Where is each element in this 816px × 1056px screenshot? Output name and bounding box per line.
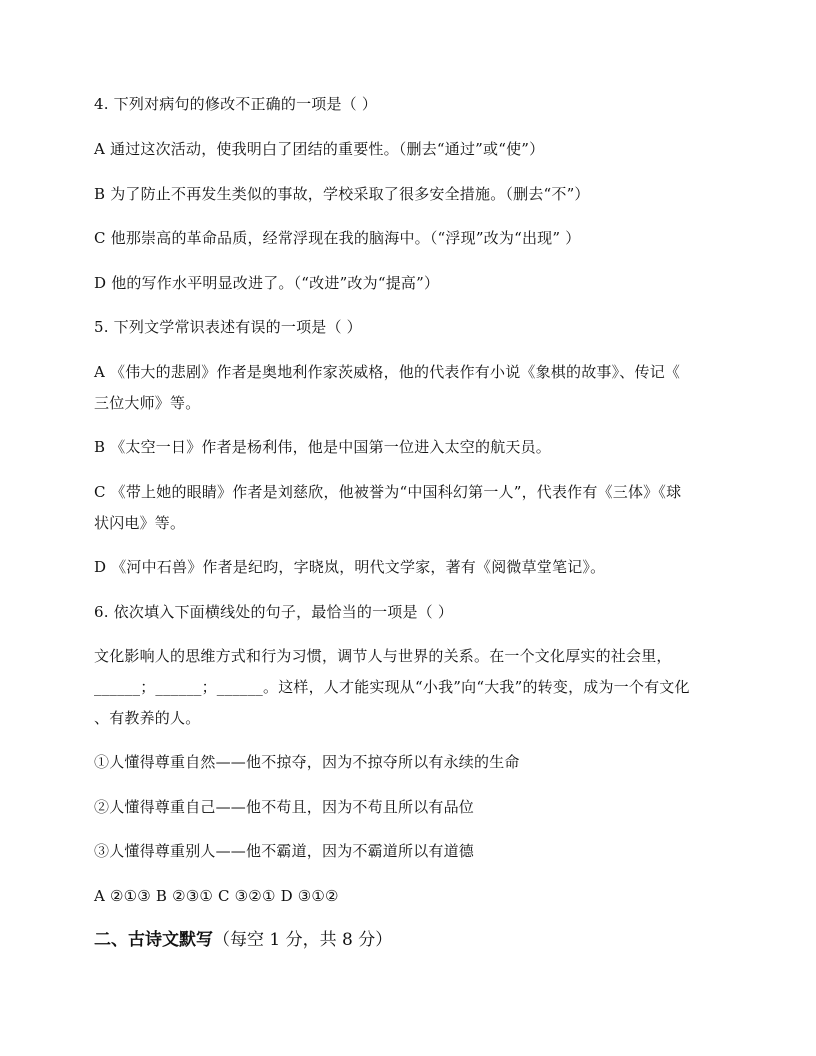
section-2-title: 二、古诗文默写 — [94, 930, 213, 950]
question-6-passage-line1: 文化影响人的思维方式和行为习惯，调节人与世界的关系。在一个文化厚实的社会里， — [94, 647, 672, 665]
question-6-item-1: ①人懂得尊重自然——他不掠夺，因为不掠夺所以有永续的生命 — [94, 753, 520, 771]
question-5-option-a-line1: A 《伟大的悲剧》作者是奥地利作家茨威格，他的代表作有小说《象棋的故事》、传记《 — [94, 363, 681, 381]
question-4-option-a: A 通过这次活动，使我明白了团结的重要性。（删去“通过”或“使”） — [94, 140, 545, 158]
question-4-option-d: D 他的写作水平明显改进了。（“改进”改为“提高”） — [94, 274, 440, 292]
question-6-options: A ②①③ B ②③① C ③②① D ③①② — [94, 887, 339, 905]
question-6-passage-line2: ______；______；______。这样，人才能实现从“小我”向“大我”的转变，成为一个有文化 — [94, 678, 690, 696]
question-6-stem: 6. 依次填入下面横线处的句子，最恰当的一项是（ ） — [94, 603, 454, 621]
question-5-stem: 5. 下列文学常识表述有误的一项是（ ） — [94, 318, 362, 336]
question-5-option-c-line2: 状闪电》等。 — [94, 514, 186, 532]
question-5-option-a-line2: 三位大师》等。 — [94, 394, 201, 412]
section-2-heading — [94, 929, 734, 951]
question-4-stem: 4. 下列对病句的修改不正确的一项是（ ） — [94, 95, 378, 113]
question-6-item-3: ③人懂得尊重别人——他不霸道，因为不霸道所以有道德 — [94, 842, 475, 860]
question-5-option-d: D 《河中石兽》作者是纪昀，字晓岚，明代文学家，著有《阅微草堂笔记》。 — [94, 558, 606, 576]
question-4-option-c: C 他那崇高的革命品质，经常浮现在我的脑海中。（“浮现”改为“出现” ） — [94, 229, 581, 247]
question-6-passage-line3: 、有教养的人。 — [94, 709, 201, 727]
question-4-option-b: B 为了防止不再发生类似的事故，学校采取了很多安全措施。（删去“不”） — [94, 185, 590, 203]
question-6-item-2: ②人懂得尊重自己——他不苟且，因为不苟且所以有品位 — [94, 798, 475, 816]
question-5-option-c-line1: C 《带上她的眼睛》作者是刘慈欣，他被誉为“中国科幻第一人”，代表作有《三体》《球 — [94, 483, 682, 501]
section-2-subtitle: （每空 1 分，共 8 分） — [213, 930, 393, 950]
question-5-option-b: B 《太空一日》作者是杨利伟，他是中国第一位进入太空的航天员。 — [94, 438, 551, 456]
